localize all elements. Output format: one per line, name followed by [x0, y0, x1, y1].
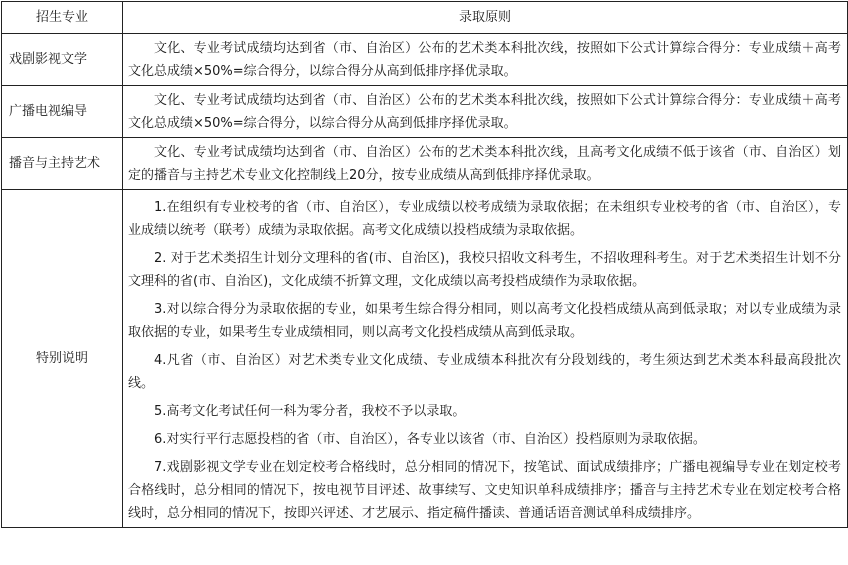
- table-row: [2, 86, 848, 138]
- principle-cell: [123, 34, 848, 86]
- principle-text: 文化、专业考试成绩均达到省（市、自治区）公布的艺术类本科批次线，按照如下公式计算综合得分：专业成绩＋高考文化总成绩×50%=综合得分，以综合得分从高到低排序择优录取。: [128, 92, 841, 131]
- header-principle: 录取原则: [123, 2, 848, 34]
- special-note-item: 7.戏剧影视文学专业在划定校考合格线时，总分相同的情况下，按笔试、面试成绩排序；广播电视编导专业在划定校考合格线时，总分相同的情况下，按电视节目评述、故事续写、文史知识单科成绩排序；播音与主持艺术专业在划定校考合格线时，总分相同的情况下，按即兴评述、才艺展示、指定稿件播读、普通话语音测试单科成绩排序。: [128, 460, 841, 521]
- principle-text: 文化、专业考试成绩均达到省（市、自治区）公布的艺术类本科批次线，按照如下公式计算综合得分：专业成绩＋高考文化总成绩×50%=综合得分，以综合得分从高到低排序择优录取。: [128, 40, 841, 79]
- table-header-row: [2, 2, 848, 34]
- special-note-item: 4.凡省（市、自治区）对艺术类专业文化成绩、专业成绩本科批次有分段划线的，考生须达到艺术类本科最高段批次线。: [128, 353, 841, 391]
- special-note-item: 3.对以综合得分为录取依据的专业，如果考生综合得分相同，则以高考文化投档成绩从高到低录取；对以专业成绩为录取依据的专业，如果考生专业成绩相同，则以高考文化投档成绩从高到低录取。: [128, 302, 841, 340]
- special-note-item: 5.高考文化考试任何一科为零分者，我校不予以录取。: [154, 404, 466, 419]
- special-note-item: 6.对实行平行志愿投档的省（市、自治区），各专业以该省（市、自治区）投档原则为录取依据。: [154, 432, 706, 447]
- table-row: [2, 138, 848, 190]
- header-major: 招生专业: [2, 2, 123, 34]
- principle-cell: [123, 86, 848, 138]
- admission-rules-table: [1, 1, 848, 528]
- special-note-item: 2. 对于艺术类招生计划分文理科的省(市、自治区)，我校只招收文科考生，不招收理科考生。对于艺术类招生计划不分文理科的省(市、自治区)，文化成绩不折算文理，文化成绩以高考投档成绩作为录取依据。: [128, 251, 841, 289]
- principle-text: 文化、专业考试成绩均达到省（市、自治区）公布的艺术类本科批次线，且高考文化成绩不低于该省（市、自治区）划定的播音与主持艺术专业文化控制线上20分，按专业成绩从高到低排序择优录取。: [128, 144, 841, 183]
- special-note-item: 1.在组织有专业校考的省（市、自治区），专业成绩以校考成绩为录取依据；在未组织专业校考的省（市、自治区），专业成绩以统考（联考）成绩为录取依据。高考文化成绩以投档成绩为录取依据。: [128, 200, 841, 238]
- table-row: [2, 34, 848, 86]
- special-notes-list: [123, 190, 848, 528]
- major-name-broadcasting-hosting: 播音与主持艺术: [2, 138, 123, 190]
- special-notes-row: [2, 190, 848, 528]
- major-name-broadcast-tv-directing: 广播电视编导: [2, 86, 123, 138]
- special-notes-label: 特别说明: [2, 190, 123, 528]
- major-name-drama-film-literature: 戏剧影视文学: [2, 34, 123, 86]
- admission-rules-sheet: [1, 1, 847, 528]
- principle-cell: [123, 138, 848, 190]
